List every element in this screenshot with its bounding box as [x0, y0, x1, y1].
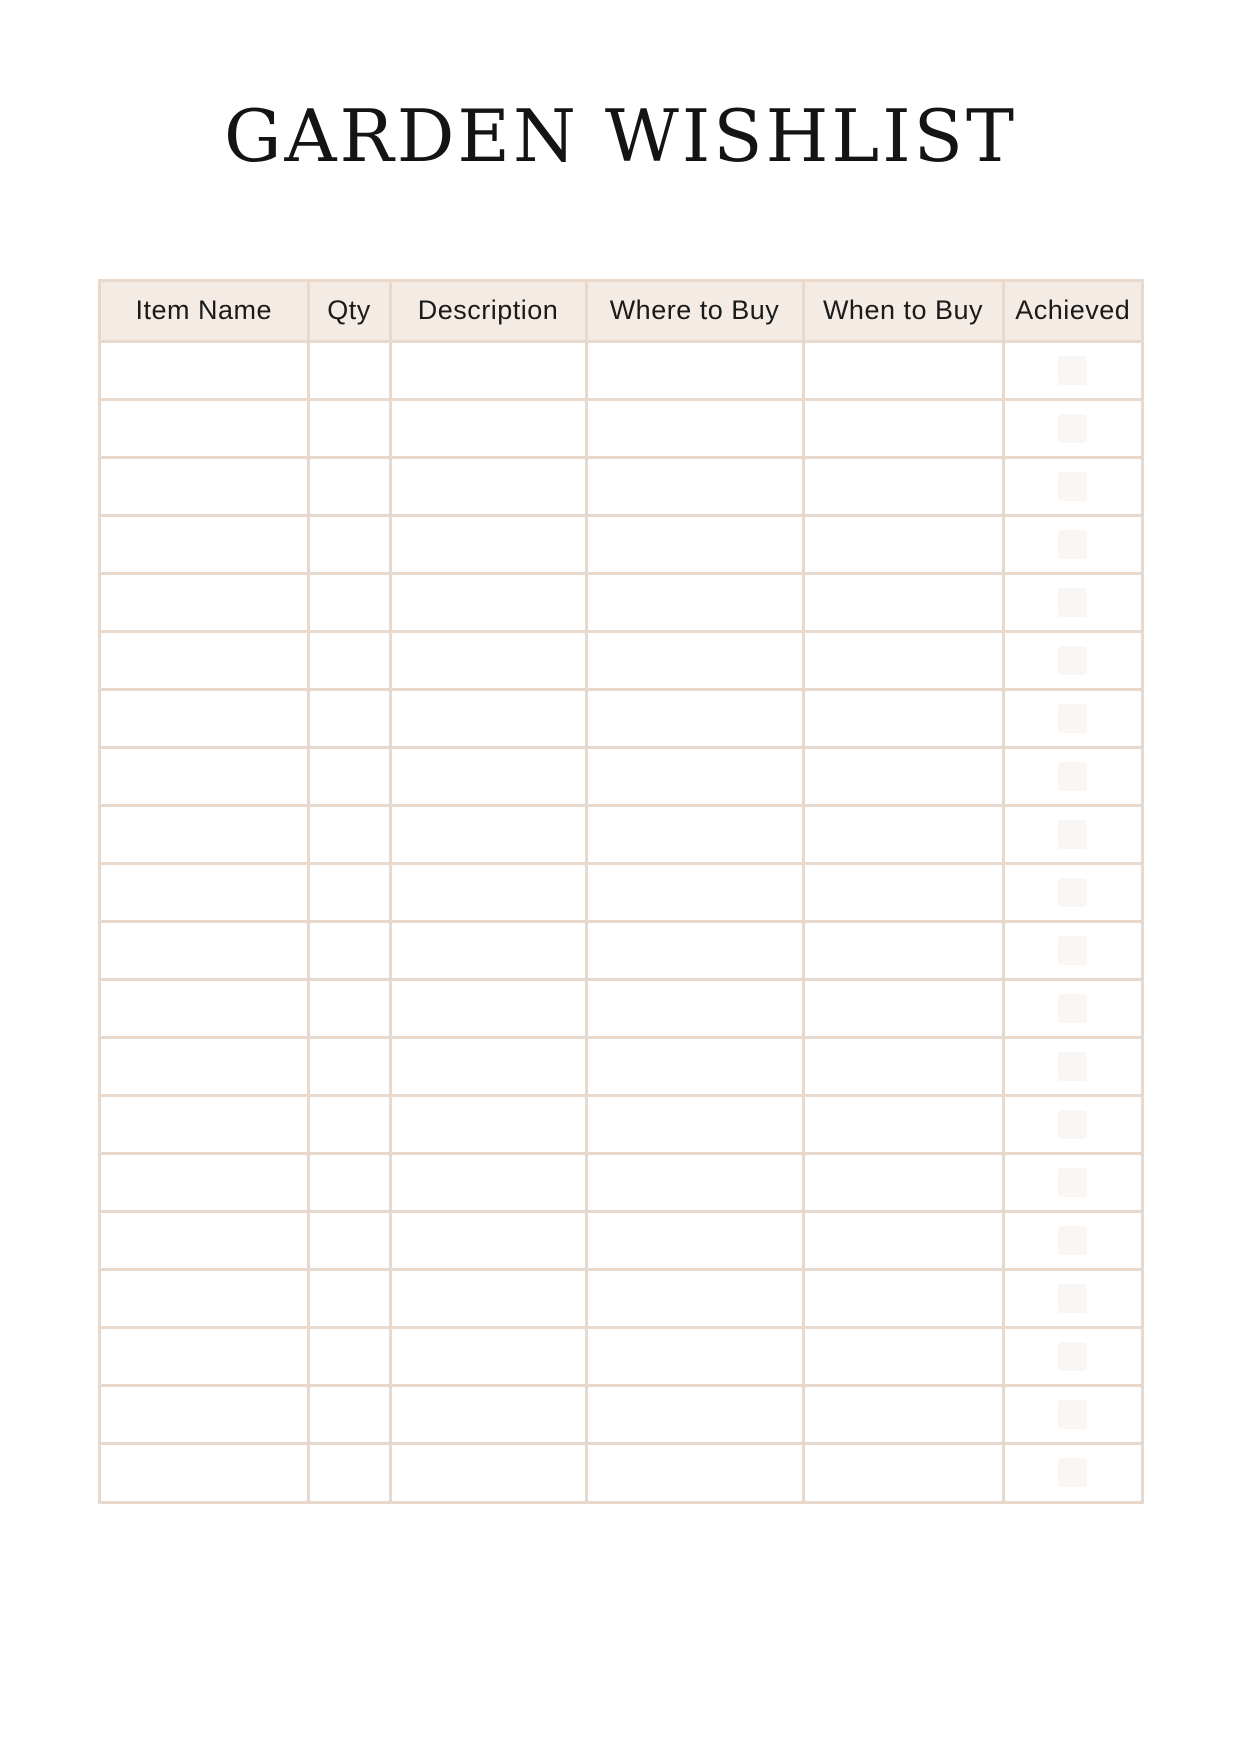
column-header-where-to-buy: Where to Buy — [586, 282, 803, 341]
table-row — [101, 863, 1141, 921]
when-to-buy-cell[interactable] — [803, 515, 1003, 573]
when-to-buy-cell[interactable] — [803, 1095, 1003, 1153]
description-cell[interactable] — [390, 1327, 586, 1385]
achieved-checkbox[interactable] — [1058, 646, 1087, 675]
when-to-buy-cell[interactable] — [803, 573, 1003, 631]
achieved-checkbox[interactable] — [1058, 588, 1087, 617]
achieved-checkbox[interactable] — [1058, 936, 1087, 965]
when-to-buy-cell[interactable] — [803, 1037, 1003, 1095]
item-name-cell[interactable] — [101, 921, 308, 979]
achieved-checkbox[interactable] — [1058, 414, 1087, 443]
achieved-cell — [1003, 457, 1141, 515]
column-header-qty: Qty — [308, 282, 390, 341]
when-to-buy-cell[interactable] — [803, 979, 1003, 1037]
achieved-checkbox[interactable] — [1058, 1226, 1087, 1255]
description-cell[interactable] — [390, 631, 586, 689]
achieved-cell — [1003, 631, 1141, 689]
qty-cell[interactable] — [308, 979, 390, 1037]
item-name-cell[interactable] — [101, 631, 308, 689]
qty-cell[interactable] — [308, 1037, 390, 1095]
achieved-cell — [1003, 1095, 1141, 1153]
column-header-description: Description — [390, 282, 586, 341]
description-cell[interactable] — [390, 1443, 586, 1501]
description-cell[interactable] — [390, 1095, 586, 1153]
where-to-buy-cell[interactable] — [586, 1385, 803, 1443]
item-name-cell[interactable] — [101, 1153, 308, 1211]
achieved-checkbox[interactable] — [1058, 1342, 1087, 1371]
achieved-cell — [1003, 1327, 1141, 1385]
table-row — [101, 457, 1141, 515]
where-to-buy-cell[interactable] — [586, 1037, 803, 1095]
qty-cell[interactable] — [308, 515, 390, 573]
table-row — [101, 1327, 1141, 1385]
qty-cell[interactable] — [308, 1153, 390, 1211]
achieved-cell — [1003, 979, 1141, 1037]
table-row — [101, 1211, 1141, 1269]
item-name-cell[interactable] — [101, 1385, 308, 1443]
when-to-buy-cell[interactable] — [803, 457, 1003, 515]
achieved-checkbox[interactable] — [1058, 1458, 1087, 1487]
when-to-buy-cell[interactable] — [803, 805, 1003, 863]
achieved-checkbox[interactable] — [1058, 704, 1087, 733]
item-name-cell[interactable] — [101, 979, 308, 1037]
table-row — [101, 689, 1141, 747]
when-to-buy-cell[interactable] — [803, 1443, 1003, 1501]
when-to-buy-cell[interactable] — [803, 863, 1003, 921]
description-cell[interactable] — [390, 863, 586, 921]
item-name-cell[interactable] — [101, 341, 308, 399]
item-name-cell[interactable] — [101, 863, 308, 921]
column-header-achieved: Achieved — [1003, 282, 1141, 341]
column-header-item-name: Item Name — [101, 282, 308, 341]
qty-cell[interactable] — [308, 399, 390, 457]
where-to-buy-cell[interactable] — [586, 399, 803, 457]
when-to-buy-cell[interactable] — [803, 1211, 1003, 1269]
achieved-cell — [1003, 863, 1141, 921]
where-to-buy-cell[interactable] — [586, 457, 803, 515]
where-to-buy-cell[interactable] — [586, 1153, 803, 1211]
achieved-checkbox[interactable] — [1058, 820, 1087, 849]
table-row — [101, 515, 1141, 573]
description-cell[interactable] — [390, 573, 586, 631]
when-to-buy-cell[interactable] — [803, 1327, 1003, 1385]
item-name-cell[interactable] — [101, 399, 308, 457]
column-header-when-to-buy: When to Buy — [803, 282, 1003, 341]
description-cell[interactable] — [390, 1153, 586, 1211]
table-row — [101, 631, 1141, 689]
achieved-checkbox[interactable] — [1058, 1168, 1087, 1197]
achieved-cell — [1003, 1269, 1141, 1327]
where-to-buy-cell[interactable] — [586, 341, 803, 399]
qty-cell[interactable] — [308, 341, 390, 399]
when-to-buy-cell[interactable] — [803, 631, 1003, 689]
achieved-checkbox[interactable] — [1058, 1110, 1087, 1139]
achieved-cell — [1003, 805, 1141, 863]
where-to-buy-cell[interactable] — [586, 979, 803, 1037]
achieved-checkbox[interactable] — [1058, 1052, 1087, 1081]
when-to-buy-cell[interactable] — [803, 689, 1003, 747]
where-to-buy-cell[interactable] — [586, 1327, 803, 1385]
where-to-buy-cell[interactable] — [586, 573, 803, 631]
description-cell[interactable] — [390, 1211, 586, 1269]
achieved-cell — [1003, 341, 1141, 399]
when-to-buy-cell[interactable] — [803, 1153, 1003, 1211]
table-body — [101, 341, 1141, 1501]
achieved-cell — [1003, 515, 1141, 573]
qty-cell[interactable] — [308, 1269, 390, 1327]
description-cell[interactable] — [390, 979, 586, 1037]
table-row — [101, 399, 1141, 457]
table-row — [101, 1443, 1141, 1501]
table-row — [101, 921, 1141, 979]
item-name-cell[interactable] — [101, 805, 308, 863]
item-name-cell[interactable] — [101, 747, 308, 805]
where-to-buy-cell[interactable] — [586, 1443, 803, 1501]
achieved-cell — [1003, 1153, 1141, 1211]
where-to-buy-cell[interactable] — [586, 805, 803, 863]
table-row — [101, 1385, 1141, 1443]
page-title: GARDEN WISHLIST — [223, 94, 1018, 178]
table-row — [101, 1095, 1141, 1153]
where-to-buy-cell[interactable] — [586, 863, 803, 921]
table-header-row — [101, 282, 1141, 341]
item-name-cell[interactable] — [101, 1095, 308, 1153]
item-name-cell[interactable] — [101, 573, 308, 631]
achieved-checkbox[interactable] — [1058, 530, 1087, 559]
description-cell[interactable] — [390, 515, 586, 573]
achieved-cell — [1003, 1443, 1141, 1501]
description-cell[interactable] — [390, 399, 586, 457]
qty-cell[interactable] — [308, 631, 390, 689]
item-name-cell[interactable] — [101, 689, 308, 747]
achieved-cell — [1003, 1211, 1141, 1269]
table-row — [101, 979, 1141, 1037]
when-to-buy-cell[interactable] — [803, 921, 1003, 979]
description-cell[interactable] — [390, 341, 586, 399]
description-cell[interactable] — [390, 921, 586, 979]
wishlist-table-frame — [98, 279, 1144, 1504]
when-to-buy-cell[interactable] — [803, 747, 1003, 805]
qty-cell[interactable] — [308, 1211, 390, 1269]
achieved-checkbox[interactable] — [1058, 1284, 1087, 1313]
table-row — [101, 341, 1141, 399]
qty-cell[interactable] — [308, 863, 390, 921]
achieved-checkbox[interactable] — [1058, 994, 1087, 1023]
where-to-buy-cell[interactable] — [586, 631, 803, 689]
where-to-buy-cell[interactable] — [586, 921, 803, 979]
item-name-cell[interactable] — [101, 1443, 308, 1501]
where-to-buy-cell[interactable] — [586, 689, 803, 747]
description-cell[interactable] — [390, 1037, 586, 1095]
table-row — [101, 805, 1141, 863]
qty-cell[interactable] — [308, 1443, 390, 1501]
description-cell[interactable] — [390, 689, 586, 747]
table-row — [101, 747, 1141, 805]
achieved-checkbox[interactable] — [1058, 1400, 1087, 1429]
description-cell[interactable] — [390, 1385, 586, 1443]
achieved-cell — [1003, 1037, 1141, 1095]
table-row — [101, 1037, 1141, 1095]
where-to-buy-cell[interactable] — [586, 1095, 803, 1153]
where-to-buy-cell[interactable] — [586, 747, 803, 805]
wishlist-table — [101, 282, 1141, 1501]
when-to-buy-cell[interactable] — [803, 341, 1003, 399]
qty-cell[interactable] — [308, 921, 390, 979]
item-name-cell[interactable] — [101, 1037, 308, 1095]
achieved-checkbox[interactable] — [1058, 762, 1087, 791]
qty-cell[interactable] — [308, 805, 390, 863]
table-row — [101, 1153, 1141, 1211]
qty-cell[interactable] — [308, 689, 390, 747]
description-cell[interactable] — [390, 1269, 586, 1327]
when-to-buy-cell[interactable] — [803, 399, 1003, 457]
item-name-cell[interactable] — [101, 1269, 308, 1327]
qty-cell[interactable] — [308, 457, 390, 515]
qty-cell[interactable] — [308, 1327, 390, 1385]
achieved-checkbox[interactable] — [1058, 472, 1087, 501]
qty-cell[interactable] — [308, 1385, 390, 1443]
item-name-cell[interactable] — [101, 515, 308, 573]
achieved-cell — [1003, 747, 1141, 805]
when-to-buy-cell[interactable] — [803, 1269, 1003, 1327]
where-to-buy-cell[interactable] — [586, 1269, 803, 1327]
achieved-cell — [1003, 689, 1141, 747]
description-cell[interactable] — [390, 457, 586, 515]
description-cell[interactable] — [390, 805, 586, 863]
where-to-buy-cell[interactable] — [586, 1211, 803, 1269]
achieved-checkbox[interactable] — [1058, 878, 1087, 907]
achieved-cell — [1003, 399, 1141, 457]
table-row — [101, 573, 1141, 631]
achieved-cell — [1003, 1385, 1141, 1443]
qty-cell[interactable] — [308, 1095, 390, 1153]
table-row — [101, 1269, 1141, 1327]
item-name-cell[interactable] — [101, 457, 308, 515]
qty-cell[interactable] — [308, 747, 390, 805]
achieved-cell — [1003, 921, 1141, 979]
achieved-cell — [1003, 573, 1141, 631]
item-name-cell[interactable] — [101, 1327, 308, 1385]
when-to-buy-cell[interactable] — [803, 1385, 1003, 1443]
item-name-cell[interactable] — [101, 1211, 308, 1269]
description-cell[interactable] — [390, 747, 586, 805]
achieved-checkbox[interactable] — [1058, 356, 1087, 385]
qty-cell[interactable] — [308, 573, 390, 631]
where-to-buy-cell[interactable] — [586, 515, 803, 573]
